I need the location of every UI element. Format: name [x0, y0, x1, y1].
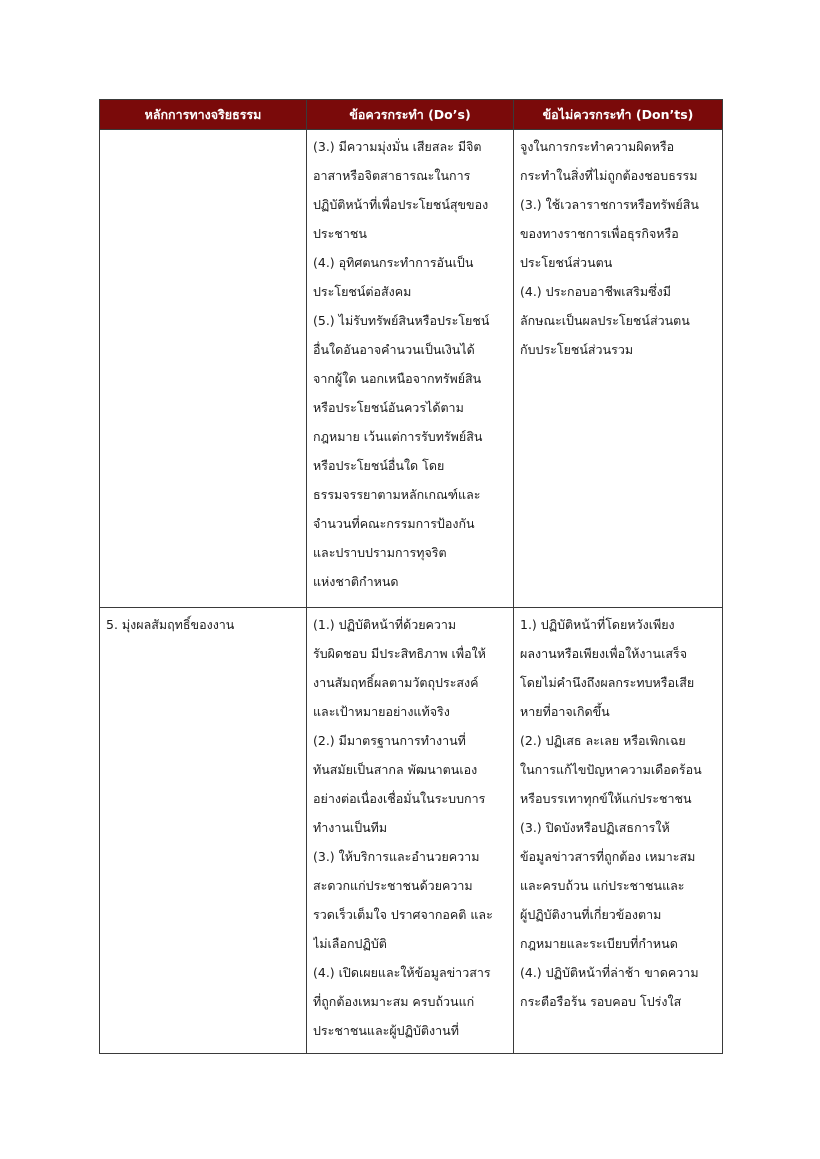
- dos-line: (3.) มีความมุ่งมั่น เสียสละ มีจิต: [313, 139, 482, 154]
- donts-line: ประโยชน์ส่วนตน: [520, 255, 613, 270]
- dos-line: หรือประโยชน์อันควรได้ตาม: [313, 400, 464, 415]
- donts-line: และครบถ้วน แก่ประชาชนและ: [520, 878, 685, 893]
- header-dos: ข้อควรกระทำ (Do’s): [307, 100, 514, 130]
- dos-line: ไม่เลือกปฏิบัติ: [313, 936, 387, 951]
- dos-line: (1.) ปฏิบัติหน้าที่ด้วยความ: [313, 617, 457, 632]
- dos-line: จำนวนที่คณะกรรมการป้องกัน: [313, 516, 475, 531]
- dos-line: และปราบปรามการทุจริต: [313, 545, 447, 560]
- dos-line: ปฏิบัติหน้าที่เพื่อประโยชน์สุขของ: [313, 197, 489, 212]
- donts-line: (3.) ปิดบังหรือปฏิเสธการให้: [520, 820, 670, 835]
- dos-line: ธรรมจรรยาตามหลักเกณฑ์และ: [313, 487, 481, 502]
- dos-line: หรือประโยชน์อื่นใด โดย: [313, 458, 445, 473]
- dos-line: แห่งชาติกำหนด: [313, 574, 399, 589]
- dos-line: รับผิดชอบ มีประสิทธิภาพ เพื่อให้: [313, 646, 486, 661]
- donts-line: ผู้ปฏิบัติงานที่เกี่ยวข้องตาม: [520, 907, 662, 922]
- dos-line: (2.) มีมาตรฐานการทำงานที่: [313, 733, 466, 748]
- donts-line: จูงในการกระทำความผิดหรือ: [520, 139, 675, 154]
- principle-cell: [100, 608, 307, 1054]
- donts-line: กฎหมายและระเบียบที่กำหนด: [520, 936, 678, 951]
- principle-label: 5. มุ่งผลสัมฤทธิ์ของงาน: [106, 617, 235, 632]
- dos-line: ที่ถูกต้องเหมาะสม ครบถ้วนแก่: [313, 994, 475, 1009]
- donts-line: หายที่อาจเกิดขึ้น: [520, 704, 610, 719]
- donts-line: (2.) ปฏิเสธ ละเลย หรือเพิกเฉย: [520, 733, 686, 748]
- donts-line: กระตือรือร้น รอบคอบ โปร่งใส: [520, 994, 682, 1009]
- dos-line: (3.) ให้บริการและอำนวยความ: [313, 849, 480, 864]
- dos-line: ประชาชนและผู้ปฏิบัติงานที่: [313, 1023, 459, 1038]
- dos-line: งานสัมฤทธิ์ผลตามวัตถุประสงค์: [313, 675, 479, 690]
- dos-line: อาสาหรือจิตสาธารณะในการ: [313, 168, 471, 183]
- donts-line: (4.) ประกอบอาชีพเสริมซึ่งมี: [520, 284, 671, 299]
- dos-line: สะดวกแก่ประชาชนด้วยความ: [313, 878, 473, 893]
- dos-line: ทำงานเป็นทีม: [313, 820, 388, 835]
- donts-line: ในการแก้ไขปัญหาความเดือดร้อน: [520, 762, 702, 777]
- ethics-table: [99, 99, 723, 1054]
- dos-line: ทันสมัยเป็นสากล พัฒนาตนเอง: [313, 762, 478, 777]
- dos-cell: [307, 608, 514, 1054]
- donts-line: หรือบรรเทาทุกข์ให้แก่ประชาชน: [520, 791, 692, 806]
- dos-line: (4.) อุทิศตนกระทำการอันเป็น: [313, 255, 474, 270]
- dos-line: ประชาชน: [313, 226, 367, 241]
- dos-line: กฎหมาย เว้นแต่การรับทรัพย์สิน: [313, 429, 483, 444]
- header-donts: ข้อไม่ควรกระทำ (Don’ts): [514, 100, 723, 130]
- dos-line: (5.) ไม่รับทรัพย์สินหรือประโยชน์: [313, 313, 490, 328]
- dos-line: รวดเร็วเต็มใจ ปราศจากอคติ และ: [313, 907, 493, 922]
- donts-line: (3.) ใช้เวลาราชการหรือทรัพย์สิน: [520, 197, 699, 212]
- dos-line: อื่นใดอันอาจคำนวนเป็นเงินได้: [313, 342, 475, 357]
- table-row: [100, 608, 723, 1054]
- donts-line: กับประโยชน์ส่วนรวม: [520, 342, 634, 357]
- dos-cell: [307, 130, 514, 608]
- donts-line: ลักษณะเป็นผลประโยชน์ส่วนตน: [520, 313, 690, 328]
- dos-line: (4.) เปิดเผยและให้ข้อมูลข่าวสาร: [313, 965, 491, 980]
- donts-line: ของทางราชการเพื่อธุรกิจหรือ: [520, 226, 679, 241]
- donts-line: โดยไม่คำนึงถึงผลกระทบหรือเสีย: [520, 675, 695, 690]
- donts-line: กระทำในสิ่งที่ไม่ถูกต้องชอบธรรม: [520, 168, 698, 183]
- table-row: [100, 130, 723, 608]
- donts-line: ข้อมูลข่าวสารที่ถูกต้อง เหมาะสม: [520, 849, 696, 864]
- donts-line: ผลงานหรือเพียงเพื่อให้งานเสร็จ: [520, 646, 688, 661]
- donts-cell: [514, 608, 723, 1054]
- header-principle: หลักการทางจริยธรรม: [100, 100, 307, 130]
- dos-line: และเป้าหมายอย่างแท้จริง: [313, 704, 450, 719]
- dos-line: จากผู้ใด นอกเหนือจากทรัพย์สิน: [313, 371, 482, 386]
- donts-line: 1.) ปฏิบัติหน้าที่โดยหวังเพียง: [520, 617, 675, 632]
- donts-cell: [514, 130, 723, 608]
- table-header-row: [100, 100, 723, 130]
- dos-line: อย่างต่อเนื่องเชื่อมั่นในระบบการ: [313, 791, 486, 806]
- principle-cell: [100, 130, 307, 608]
- dos-line: ประโยชน์ต่อสังคม: [313, 284, 412, 299]
- donts-line: (4.) ปฏิบัติหน้าที่ล่าช้า ขาดความ: [520, 965, 699, 980]
